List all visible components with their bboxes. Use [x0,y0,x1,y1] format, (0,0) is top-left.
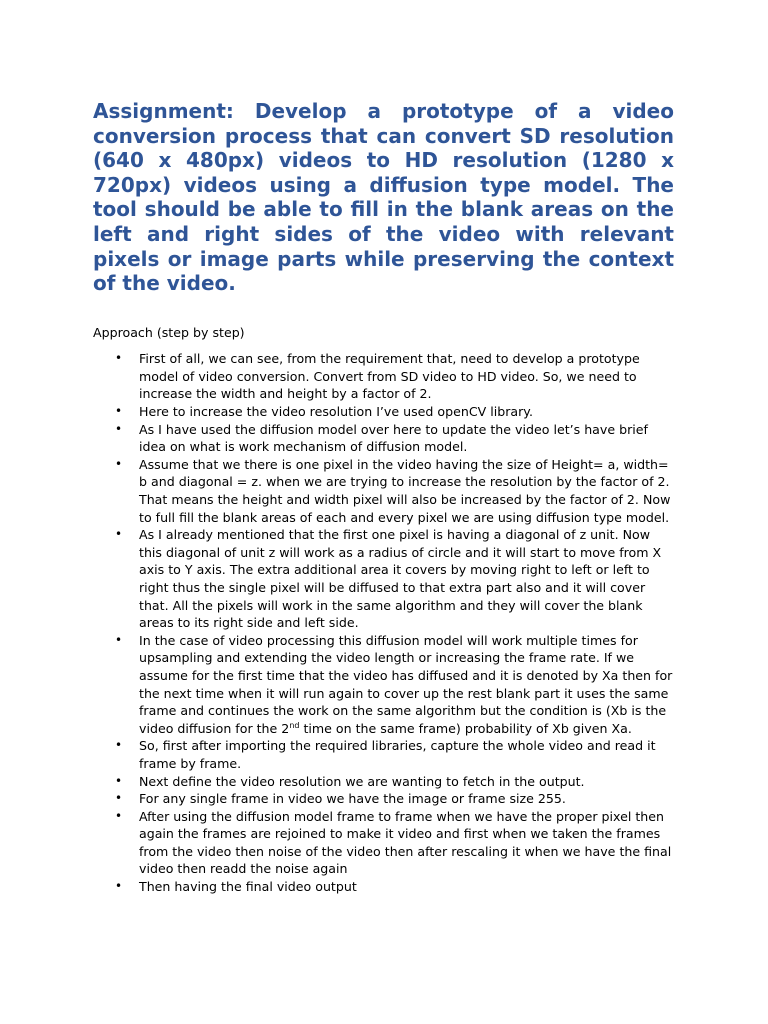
bullet-icon: • [115,456,123,471]
approach-heading: Approach (step by step) [93,324,245,340]
bullet-icon: • [115,808,123,823]
bullet-item-8 [93,773,674,791]
ordinal-superscript: nd [289,720,300,730]
bullet-icon: • [115,351,123,366]
bullet-icon: • [115,632,123,647]
bullet-item-3 [93,421,674,456]
bullet-icon: • [115,738,123,753]
document-page [93,99,674,896]
bullet-item-5 [93,526,674,632]
assignment-title: Assignment: Develop a prototype of a video conversion process that can convert SD resolution (640 x 480px) videos to HD resolution (1280 x 720px) videos using a diffusion type model. The tool should be able to fill in the blank areas on the left and right sides of the video with relevant pixels or image parts while preserving the context of the video. [93,99,674,296]
bullet-text-2: Here to increase the video resolution I’ve used openCV library. [139,404,533,420]
bullet-item-10 [93,808,674,878]
bullet-text-7: So, first after importing the required libraries, capture the whole video and read it frame by frame. [139,738,656,771]
bullet-text-6-before: In the case of video processing this diffusion model will work multiple times for upsampling and extending the video length or increasing the frame rate. If we assume for the first time that the video has diffused and it is denoted by Xa then for the next time when it will run again to cover up the rest blank part it uses the same frame and continues the work on the same algorithm but the condition is (Xb is the video diffusion for the 2 [139,632,673,736]
bullet-text-3: As I have used the diffusion model over here to update the video let’s have brief idea on what is work mechanism of diffusion model. [139,421,648,455]
bullet-text-5: As I already mentioned that the first one pixel is having a diagonal of z unit. Now this diagonal of unit z will work as a radius of circle and it will start to move from X axis to Y axis. The extra additional area it covers by moving right to left or left to right thus the single pixel will be diffused to that extra part also and it will cover that. All the pixels will work in the same algorithm and they will cover the blank areas to its right side and left side. [139,527,662,631]
bullet-icon: • [115,773,123,788]
bullet-text-8: Next define the video resolution we are wanting to fetch in the output. [139,773,585,789]
bullet-item-7 [93,737,674,772]
bullet-item-6 [93,632,674,738]
bullet-item-4 [93,456,674,526]
bullet-icon: • [115,527,123,542]
bullet-text-6-after: time on the same frame) probability of Xb given Xa. [299,720,632,736]
bullet-item-1 [93,350,674,403]
bullet-text-6 [139,633,672,736]
bullet-text-10: After using the diffusion model frame to frame when we have the proper pixel then again the frames are rejoined to make it video and first when we taken the frames from the video then noise of the video then after rescaling it when we have the final video then readd the noise again [139,808,672,877]
bullet-item-2 [93,403,674,421]
bullet-icon: • [115,404,123,419]
bullet-item-11 [93,878,674,896]
bullet-text-4: Assume that we there is one pixel in the video having the size of Height= a, width= b and diagonal = z. when we are trying to increase the resolution by the factor of 2. That means the height and width pixel will also be increased by the factor of 2. Now to full fill the blank areas of each and every pixel we are using diffusion type model. [139,456,671,525]
bullet-text-9: For any single frame in video we have the image or frame size 255. [139,791,566,807]
bullet-text-11: Then having the final video output [139,879,357,895]
bullet-icon: • [115,879,123,894]
bullet-icon: • [115,791,123,806]
bullet-icon: • [115,421,123,436]
approach-bullet-list [93,350,674,895]
bullet-item-9 [93,790,674,808]
bullet-text-1: First of all, we can see, from the requirement that, need to develop a prototype model of video conversion. Convert from SD video to HD video. So, we need to increase the width and height by a factor of 2. [139,351,640,402]
